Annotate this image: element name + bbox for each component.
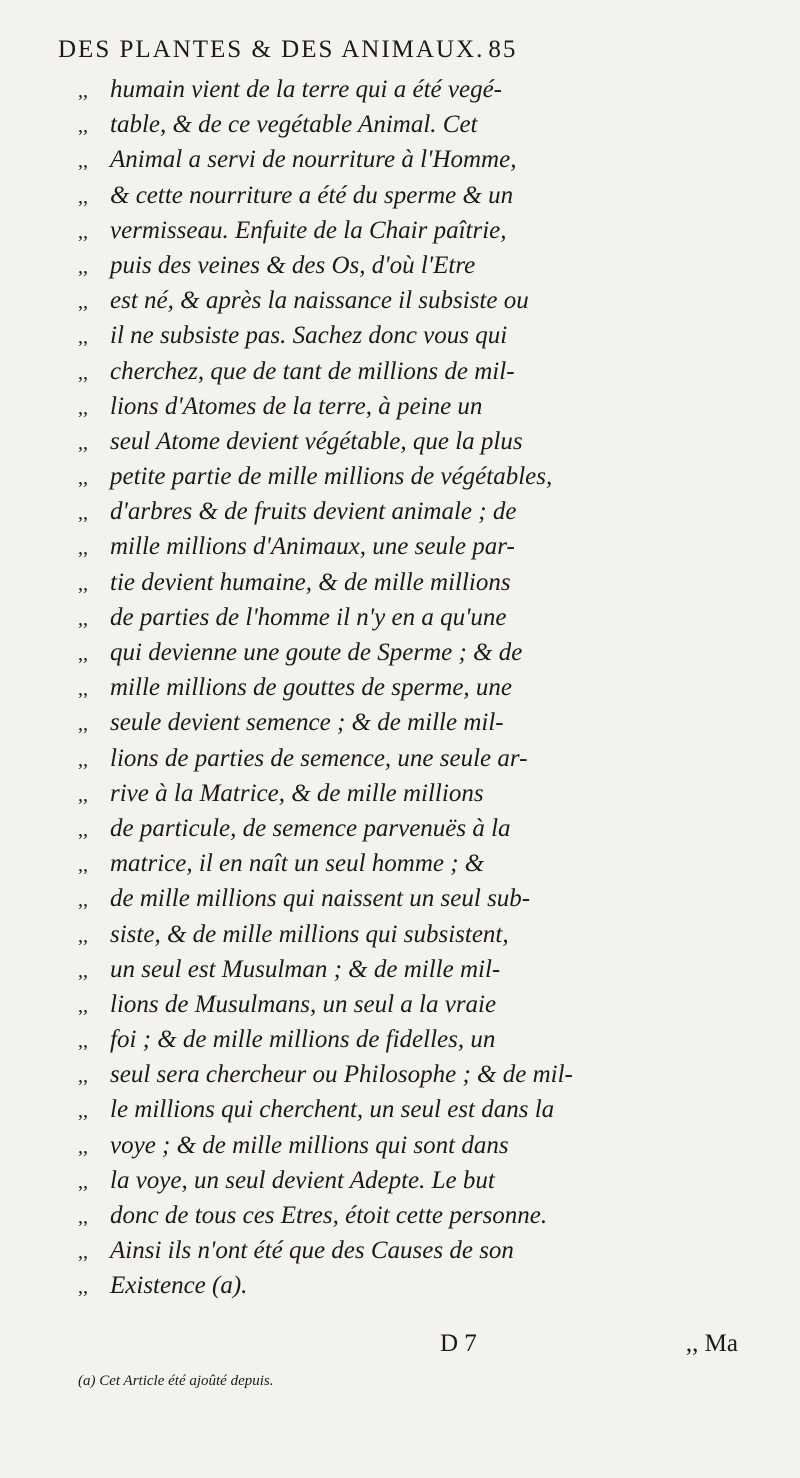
running-header [58, 36, 758, 74]
line-text: Animal a servi de nourriture à l'Homme, [110, 146, 517, 174]
line-text: cherchez, que de tant de millions de mil- [110, 357, 515, 385]
line-text: vermisseau. Enfuite de la Chair paîtrie, [110, 216, 507, 244]
quote-mark: ,, [78, 1276, 88, 1299]
line-text: Existence (a). [110, 1272, 248, 1300]
page-footer [78, 1330, 768, 1370]
quote-mark: ,, [78, 291, 88, 314]
line-text: de particule, de semence parvenuës à la [110, 814, 511, 842]
line-text: de parties de l'homme il n'y en a qu'une [110, 603, 507, 631]
quote-mark: ,, [78, 959, 88, 982]
text-line [78, 354, 768, 389]
page-number: 85 [488, 36, 518, 63]
quote-mark: ,, [78, 115, 88, 138]
line-text: seul sera chercheur ou Philosophe ; & de mil- [110, 1061, 573, 1089]
text-line [78, 1057, 768, 1092]
text-line [78, 1268, 768, 1303]
quote-mark: ,, [78, 326, 88, 349]
text-line [78, 881, 768, 916]
line-text: seul Atome devient végétable, que la plus [110, 427, 523, 455]
line-text: Ainsi ils n'ont été que des Causes de son [110, 1237, 514, 1265]
line-text: seule devient semence ; & de mille mil- [110, 709, 504, 737]
running-title: DES PLANTES & DES ANIMAUX. [58, 36, 485, 63]
text-line [78, 600, 768, 635]
text-line [78, 178, 768, 213]
line-text: le millions qui cherchent, un seul est dans la [110, 1096, 555, 1124]
quote-mark: ,, [78, 994, 88, 1017]
text-line [78, 1092, 768, 1127]
quote-mark: ,, [78, 643, 88, 665]
quote-mark: ,, [78, 818, 88, 841]
text-line [78, 389, 768, 424]
line-text: table, & de ce vegétable Animal. Cet [110, 111, 478, 139]
line-text: d'arbres & de fruits devient animale ; de [110, 498, 517, 526]
text-line [78, 1233, 768, 1268]
quote-mark: ,, [78, 150, 88, 173]
line-text: puis des veines & des Os, d'où l'Etre [110, 251, 476, 279]
line-text: foi ; & de mille millions de fidelles, un [110, 1026, 496, 1054]
line-text: humain vient de la terre qui a été vegé- [110, 76, 502, 103]
line-text: mille millions d'Animaux, une seule par- [110, 533, 515, 561]
line-text: lions de parties de semence, une seule ar- [110, 744, 528, 772]
quote-mark: ,, [78, 537, 88, 560]
text-line [78, 529, 768, 564]
line-text: est né, & après la naissance il subsiste ou [110, 287, 529, 315]
text-line [78, 776, 768, 811]
quote-mark: ,, [78, 361, 88, 384]
line-text: rive à la Matrice, & de mille millions [110, 779, 484, 807]
line-text: matrice, il en naît un seul homme ; & [110, 850, 485, 878]
line-text: la voye, un seul devient Adepte. Le but [110, 1166, 495, 1194]
text-line [78, 494, 768, 529]
text-line [78, 565, 768, 600]
line-text: & cette nourriture a été du sperme & un [110, 181, 514, 209]
text-line [78, 142, 768, 177]
quote-mark: ,, [78, 1030, 88, 1053]
quote-mark: ,, [78, 713, 88, 736]
line-text: mille millions de gouttes de sperme, une [110, 674, 513, 702]
text-line [78, 424, 768, 459]
line-text: il ne subsiste pas. Sachez donc vous qui [110, 322, 508, 350]
footnote: (a) Cet Article été ajoûté depuis. [78, 1373, 274, 1389]
text-line [78, 917, 768, 952]
quote-mark: ,, [78, 748, 88, 771]
line-text: donc de tous ces Etres, étoit cette personne. [110, 1202, 548, 1229]
quote-mark: ,, [78, 255, 88, 278]
text-line [78, 670, 768, 705]
quote-mark: ,, [78, 220, 88, 243]
text-line [78, 459, 768, 494]
text-line [78, 1163, 768, 1198]
quote-mark: ,, [78, 924, 88, 947]
text-line [78, 952, 768, 987]
line-text: lions de Musulmans, un seul a la vraie [110, 990, 497, 1018]
quote-mark: ,, [78, 607, 88, 630]
line-text: siste, & de mille millions qui subsistent, [110, 920, 509, 948]
quote-mark: ,, [78, 467, 88, 490]
line-text: lions d'Atomes de la terre, à peine un [110, 392, 483, 420]
text-line [78, 213, 768, 248]
quote-mark: ,, [78, 1170, 88, 1193]
quote-mark: ,, [78, 1135, 88, 1158]
line-text: tie devient humaine, & de mille millions [110, 568, 511, 596]
catchword: ,, Ma [685, 1330, 738, 1357]
text-line [78, 811, 768, 846]
text-line [78, 248, 768, 283]
quote-mark: ,, [78, 678, 88, 701]
text-line [78, 635, 768, 670]
line-text: de mille millions qui naissent un seul sub- [110, 885, 531, 913]
quote-mark: ,, [78, 431, 88, 454]
quote-mark: ,, [78, 889, 88, 912]
quote-mark: ,, [78, 185, 88, 208]
line-text: voye ; & de mille millions qui sont dans [110, 1131, 509, 1159]
signature-mark: D 7 [440, 1330, 477, 1357]
quote-mark: ,, [78, 80, 88, 102]
quote-mark: ,, [78, 783, 88, 806]
line-text: un seul est Musulman ; & de mille mil- [110, 955, 501, 983]
quote-mark: ,, [78, 502, 88, 525]
quote-mark: ,, [78, 572, 88, 595]
text-line [78, 987, 768, 1022]
quote-mark: ,, [78, 396, 88, 419]
quote-mark: ,, [78, 854, 88, 877]
text-line [78, 1022, 768, 1057]
text-line [78, 705, 768, 740]
body-text [78, 72, 768, 1304]
text-line [78, 107, 768, 142]
text-line [78, 72, 768, 107]
text-line [78, 318, 768, 353]
quote-mark: ,, [78, 1065, 88, 1088]
quote-mark: ,, [78, 1241, 88, 1264]
text-line [78, 1198, 768, 1233]
line-text: petite partie de mille millions de végétables, [110, 463, 553, 491]
text-line [78, 283, 768, 318]
text-line [78, 846, 768, 881]
text-line [78, 741, 768, 776]
quote-mark: ,, [78, 1206, 88, 1228]
quote-mark: ,, [78, 1100, 88, 1123]
line-text: qui devienne une goute de Sperme ; & de [110, 639, 523, 666]
text-line [78, 1128, 768, 1163]
